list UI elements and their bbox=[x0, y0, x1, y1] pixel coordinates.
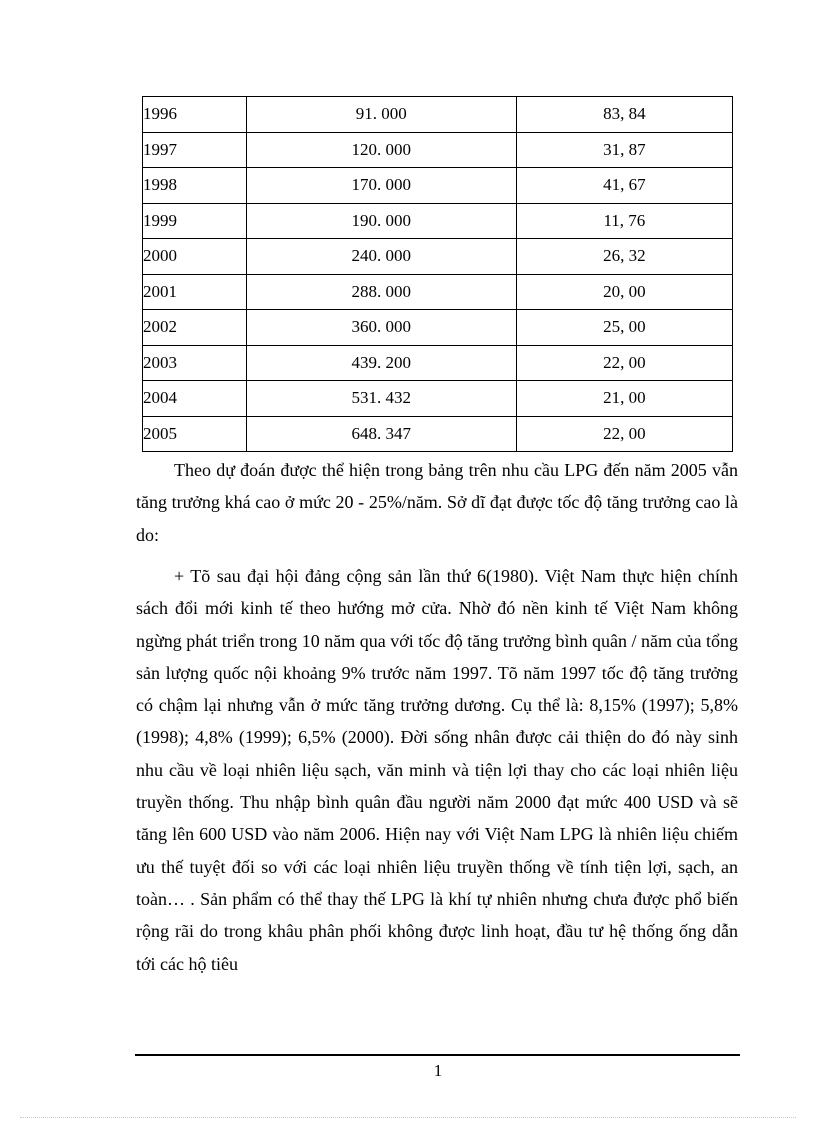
page-bottom-edge bbox=[20, 1117, 796, 1118]
growth-cell: 22, 00 bbox=[516, 345, 732, 381]
page-number: 1 bbox=[433, 1061, 443, 1080]
year-cell: 1996 bbox=[143, 97, 247, 133]
paragraph-forecast: Theo dự đoán được thể hiện trong bảng trên nhu cầu LPG đến năm 2005 vẫn tăng trưởng khá cao ở mức 20 - 25%/năm. Sở dĩ đạt được tốc độ tăng trưởng cao là do: bbox=[136, 460, 738, 545]
demand-cell: 288. 000 bbox=[246, 274, 516, 310]
year-cell: 1998 bbox=[143, 168, 247, 204]
table-row bbox=[143, 239, 733, 275]
table-row bbox=[143, 310, 733, 346]
growth-cell: 25, 00 bbox=[516, 310, 732, 346]
growth-cell: 20, 00 bbox=[516, 274, 732, 310]
table-row bbox=[143, 274, 733, 310]
growth-cell: 22, 00 bbox=[516, 416, 732, 452]
growth-cell: 11, 76 bbox=[516, 203, 732, 239]
year-cell: 2000 bbox=[143, 239, 247, 275]
footer-divider bbox=[135, 1054, 740, 1056]
demand-cell: 240. 000 bbox=[246, 239, 516, 275]
demand-cell: 190. 000 bbox=[246, 203, 516, 239]
demand-cell: 170. 000 bbox=[246, 168, 516, 204]
table-row bbox=[143, 132, 733, 168]
demand-cell: 91. 000 bbox=[246, 97, 516, 133]
year-cell: 1999 bbox=[143, 203, 247, 239]
demand-cell: 648. 347 bbox=[246, 416, 516, 452]
year-cell: 2005 bbox=[143, 416, 247, 452]
growth-cell: 41, 67 bbox=[516, 168, 732, 204]
paragraph-reasons: + Tõ sau đại hội đảng cộng sản lần thứ 6(1980). Việt Nam thực hiện chính sách đổi mới kinh tế theo hướng mở cửa. Nhờ đó nền kinh tế Việt Nam không ngừng phát triển trong 10 năm qua với tốc độ tăng trưởng bình quân / năm của tổng sản lượng quốc nội khoảng 9% trước năm 1997. Tõ năm 1997 tốc độ tăng trưởng có chậm lại nhưng vẫn ở mức tăng trưởng dương. Cụ thể là: 8,15% (1997); 5,8% (1998); 4,8% (1999); 6,5% (2000). Đời sống nhân được cải thiện do đó này sinh nhu cầu về loại nhiên liệu sạch, văn minh và tiện lợi thay cho các loại nhiên liệu truyền thống. Thu nhập bình quân đầu người năm 2000 đạt mức 400 USD và sẽ tăng lên 600 USD vào năm 2006. Hiện nay với Việt Nam LPG là nhiên liệu chiếm ưu thế tuyệt đối so với các loại nhiên liệu truyền thống về tính tiện lợi, sạch, an toàn… . Sản phẩm có thể thay thế LPG là khí tự nhiên nhưng chưa được phổ biến rộng rãi do trong khâu phân phối không được linh hoạt, đầu tư hệ thống ống dẫn tới các hộ tiêu bbox=[136, 566, 738, 974]
year-cell: 2001 bbox=[143, 274, 247, 310]
table-row bbox=[143, 381, 733, 417]
table-row bbox=[143, 97, 733, 133]
table-row bbox=[143, 203, 733, 239]
table-row bbox=[143, 345, 733, 381]
table-row bbox=[143, 168, 733, 204]
table-body bbox=[143, 97, 733, 452]
growth-cell: 31, 87 bbox=[516, 132, 732, 168]
lpg-demand-table bbox=[142, 96, 733, 452]
year-cell: 2003 bbox=[143, 345, 247, 381]
growth-cell: 21, 00 bbox=[516, 381, 732, 417]
growth-cell: 83, 84 bbox=[516, 97, 732, 133]
demand-cell: 360. 000 bbox=[246, 310, 516, 346]
growth-cell: 26, 32 bbox=[516, 239, 732, 275]
demand-cell: 120. 000 bbox=[246, 132, 516, 168]
year-cell: 1997 bbox=[143, 132, 247, 168]
table-row bbox=[143, 416, 733, 452]
year-cell: 2004 bbox=[143, 381, 247, 417]
demand-cell: 439. 200 bbox=[246, 345, 516, 381]
year-cell: 2002 bbox=[143, 310, 247, 346]
demand-cell: 531. 432 bbox=[246, 381, 516, 417]
